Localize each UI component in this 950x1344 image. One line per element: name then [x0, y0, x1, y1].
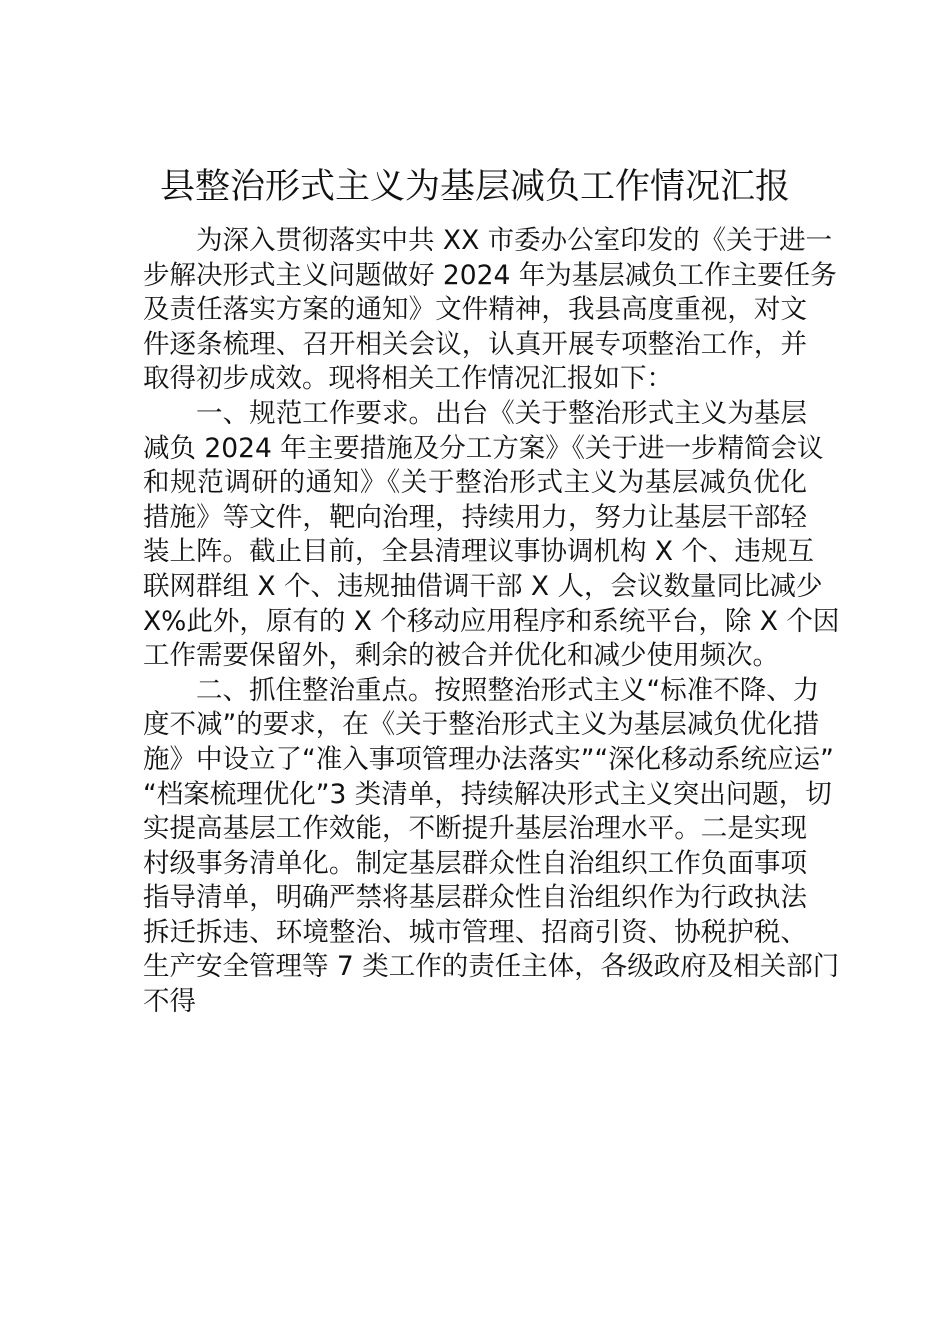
text-line: 取得初步成效。现将相关工作情况汇报如下： — [143, 363, 673, 395]
document-title: 县整治形式主义为基层减负工作情况汇报 — [159, 167, 790, 207]
text-line: 村级事务清单化。制定基层群众性自治组织工作负面事项 — [143, 847, 807, 879]
text-line: 施》中设立了“准入事项管理办法落实”“深化移动系统应运” — [143, 743, 834, 775]
text-line: X%此外，原有的 X 个移动应用程序和系统平台，除 X 个因 — [143, 605, 840, 637]
text-line: 不得 — [143, 986, 196, 1018]
text-line: 度不减”的要求，在《关于整治形式主义为基层减负优化措 — [143, 709, 820, 741]
paragraph-section-two — [143, 674, 840, 1020]
text-line: 及责任落实方案的通知》文件精神，我县高度重视，对文 — [143, 294, 807, 326]
text-line: 生产安全管理等 7 类工作的责任主体，各级政府及相关部门 — [143, 951, 840, 983]
text-line: 指导清单，明确严禁将基层群众性自治组织作为行政执法 — [143, 882, 807, 914]
text-line: 实提高基层工作效能，不断提升基层治理水平。二是实现 — [143, 813, 807, 845]
text-line: 一、规范工作要求。出台《关于整治形式主义为基层 — [196, 397, 807, 429]
document-body — [143, 224, 840, 1020]
text-line: 为深入贯彻落实中共 XX 市委办公室印发的《关于进一 — [196, 225, 833, 256]
text-line: 联网群组 X 个、违规抽借调干部 X 人，会议数量同比减少 — [143, 570, 823, 602]
text-line: 二、抓住整治重点。按照整治形式主义“标准不降、力 — [196, 674, 820, 706]
text-line: 件逐条梳理、召开相关会议，认真开展专项整治工作，并 — [143, 328, 807, 360]
paragraph-intro — [143, 224, 837, 397]
text-line: 工作需要保留外，剩余的被合并优化和减少使用频次。 — [143, 640, 779, 672]
text-line: 拆迁拆违、环境整治、城市管理、招商引资、协税护税、 — [143, 916, 807, 948]
text-line: 措施》等文件，靶向治理，持续用力，努力让基层干部轻 — [143, 501, 807, 533]
text-line: 和规范调研的通知》《关于整治形式主义为基层减负优化 — [143, 467, 807, 499]
text-line: 装上阵。截止目前，全县清理议事协调机构 X 个、违规互 — [143, 536, 815, 568]
text-line: 步解决形式主义问题做好 2024 年为基层减负工作主要任务 — [143, 259, 837, 291]
text-line: 减负 2024 年主要措施及分工方案》《关于进一步精简会议 — [143, 432, 824, 464]
paragraph-section-one — [143, 397, 840, 674]
text-line: “档案梳理优化”3 类清单，持续解决形式主义突出问题，切 — [143, 778, 832, 810]
